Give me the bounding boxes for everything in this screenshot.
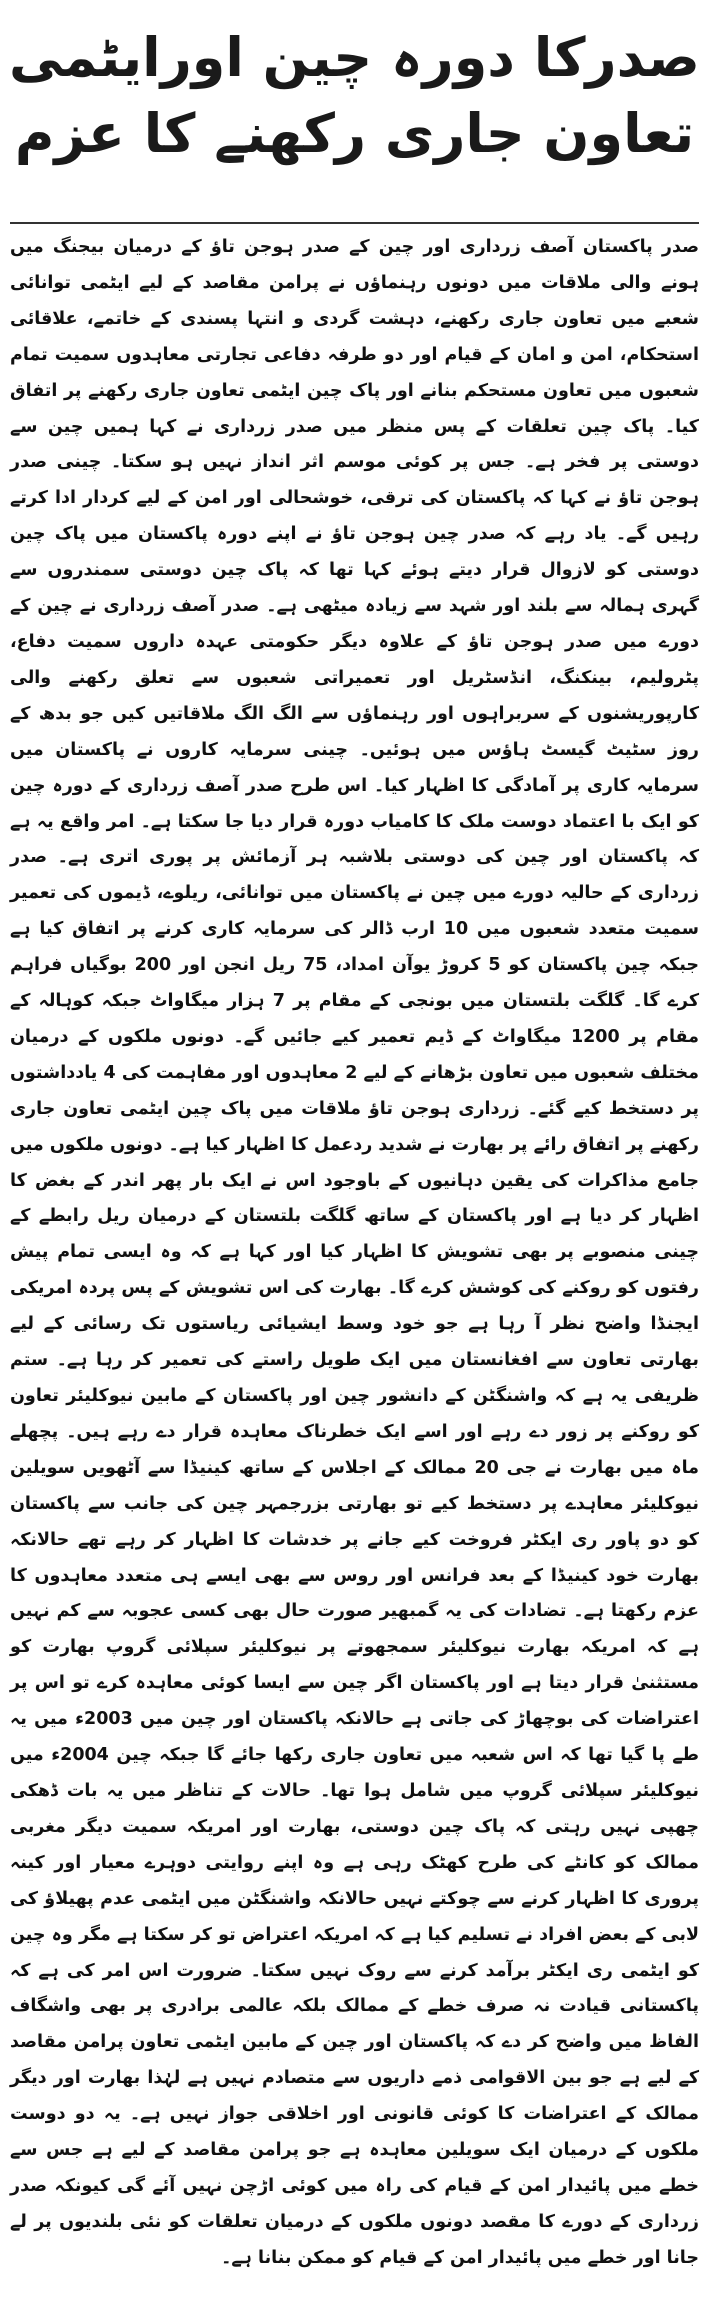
- headline-divider: [10, 222, 699, 224]
- headline-line-1: صدرکا دورہ چین اورایٹمی: [9, 26, 700, 89]
- article-body: [10, 230, 699, 2277]
- headline-line-2: تعاون جاری رکھنے کا عزم: [14, 102, 695, 165]
- article-paragraph: صدر پاکستان آصف زرداری اور چین کے صدر ہوجن تاؤ کے درمیان بیجنگ میں ہونے والی ملاقات میں دونوں رہنماؤں نے پرامن مقاصد کے لیے ایٹمی توانائی شعبے میں تعاون جاری رکھنے، دہشت گردی و انتہا پسندی کے خاتمے، علاقائی استحکام، امن و امان کے قیام اور دو طرفہ دفاعی تجارتی معاہدوں سمیت تمام شعبوں میں تعاون مستحکم بنانے اور پاک چین ایٹمی تعاون جاری رکھنے پر اتفاق کیا۔ پاک چین تعلقات کے پس منظر میں صدر زرداری نے کہا ہمیں چین سے دوستی پر فخر ہے۔ جس پر کوئی موسم اثر انداز نہیں ہو سکتا۔ چینی صدر ہوجن تاؤ نے کہا کہ پاکستان کی ترقی، خوشحالی اور امن کے لیے کردار ادا کرتے رہیں گے۔ یاد رہے کہ صدر چین ہوجن تاؤ نے اپنے دورہ پاکستان میں پاک چین دوستی کو لازوال قرار دیتے ہوئے کہا تھا کہ پاک چین دوستی سمندروں سے گہری ہمالہ سے بلند اور شہد سے زیادہ میٹھی ہے۔ صدر آصف زرداری نے چین کے دورے میں صدر ہوجن تاؤ کے علاوہ دیگر حکومتی عہدہ داروں سمیت دفاع، پٹرولیم، بینکنگ، انڈسٹریل اور تعمیراتی شعبوں سے تعلق رکھنے والی کارپوریشنوں کے سربراہوں اور رہنماؤں سے الگ الگ ملاقاتیں کیں جو بدھ کے روز سٹیٹ گیسٹ ہاؤس میں ہوئیں۔ چینی سرمایہ کاروں نے پاکستان میں سرمایہ کاری پر آمادگی کا اظہار کیا۔ اس طرح صدر آصف زرداری کے دورہ چین کو ایک با اعتماد دوست ملک کا کامیاب دورہ قرار دیا جا سکتا ہے۔ امر واقع یہ ہے کہ پاکستان اور چین کی دوستی بلاشبہ ہر آزمائش پر پوری اتری ہے۔ صدر زرداری کے حالیہ دورے میں چین نے پاکستان میں توانائی، ریلوے، ڈیموں کی تعمیر سمیت متعدد شعبوں میں 10 ارب ڈالر کی سرمایہ کاری کرنے پر اتفاق کیا ہے جبکہ چین پاکستان کو 5 کروڑ یوآن امداد، 75 ریل انجن اور 200 بوگیاں فراہم کرے گا۔ گلگت بلتستان میں بونجی کے مقام پر 7 ہزار میگاواٹ جبکہ کوہالہ کے مقام پر 1200 میگاواٹ کے ڈیم تعمیر کیے جائیں گے۔ دونوں ملکوں کے درمیان مختلف شعبوں میں تعاون بڑھانے کے لیے 2 معاہدوں اور مفاہمت کی 4 یادداشتوں پر دستخط کیے گئے۔ زرداری ہوجن تاؤ ملاقات میں پاک چین ایٹمی تعاون جاری رکھنے پر اتفاق رائے پر بھارت نے شدید ردعمل کا اظہار کیا ہے۔ دونوں ملکوں میں جامع مذاکرات کی یقین دہانیوں کے باوجود اس نے ایک بار پھر اندر کے بغض کا اظہار کر دیا ہے اور پاکستان کے ساتھ گلگت بلتستان کے درمیان ریل رابطے کے چینی منصوبے پر بھی تشویش کا اظہار کیا اور کہا ہے کہ وہ ایسی تمام پیش رفتوں کو روکنے کی کوشش کرے گا۔ بھارت کی اس تشویش کے پس پردہ امریکی ایجنڈا واضح نظر آ رہا ہے جو خود وسط ایشیائی ریاستوں تک رسائی کے لیے بھارتی تعاون سے افغانستان میں ایک طویل راستے کی تعمیر کر رہا ہے۔ ستم ظریفی یہ ہے کہ واشنگٹن کے دانشور چین اور پاکستان کے مابین نیوکلیئر تعاون کو روکنے پر زور دے رہے اور اسے ایک خطرناک معاہدہ قرار دے رہے ہیں۔ پچھلے ماہ میں بھارت نے جی 20 ممالک کے اجلاس کے ساتھ کینیڈا سے آٹھویں سویلین نیوکلیئر معاہدے پر دستخط کیے تو بھارتی بزرجمہر چین کی جانب سے پاکستان کو دو پاور ری ایکٹر فروخت کیے جانے پر خدشات کا اظہار کر رہے تھے حالانکہ بھارت خود کینیڈا کے بعد فرانس اور روس سے بھی ایسے ہی متعدد معاہدوں کا عزم رکھتا ہے۔ تضادات کی یہ گمبھیر صورت حال بھی کسی عجوبہ سے کم نہیں ہے کہ امریکہ بھارت نیوکلیئر سمجھوتے پر نیوکلیئر سپلائی گروپ بھارت کو مستثنیٰ قرار دیتا ہے اور پاکستان اگر چین سے ایسا کوئی معاہدہ کرے تو اس پر اعتراضات کی بوچھاڑ کی جاتی ہے حالانکہ پاکستان اور چین میں 2003ء میں یہ طے پا گیا تھا کہ اس شعبہ میں تعاون جاری رکھا جائے گا جبکہ چین 2004ء میں نیوکلیئر سپلائی گروپ میں شامل ہوا تھا۔ حالات کے تناظر میں یہ بات ڈھکی چھپی نہیں رہتی کہ پاک چین دوستی، بھارت اور امریکہ سمیت دیگر مغربی ممالک کو کانٹے کی طرح کھٹک رہی ہے وہ اپنے روایتی دوہرے معیار اور کینہ پروری کا اظہار کرنے سے چوکتے نہیں حالانکہ واشنگٹن میں ایٹمی عدم پھیلاؤ کی لابی کے بعض افراد نے تسلیم کیا ہے کہ امریکہ اعتراض تو کر سکتا ہے مگر وہ چین کو ایٹمی ری ایکٹر برآمد کرنے سے روک نہیں سکتا۔ ضرورت اس امر کی ہے کہ پاکستانی قیادت نہ صرف خطے کے ممالک بلکہ عالمی برادری پر بھی واشگاف الفاظ میں واضح کر دے کہ پاکستان اور چین کے مابین ایٹمی تعاون پرامن مقاصد کے لیے ہے جو بین الاقوامی ذمے داریوں سے متصادم نہیں ہے لہٰذا بھارت اور دیگر ممالک کے اعتراضات کا کوئی قانونی اور اخلاقی جواز نہیں ہے۔ یہ دو دوست ملکوں کے درمیان ایک سویلین معاہدہ ہے جو پرامن مقاصد کے لیے ہے جس سے خطے میں پائیدار امن کے قیام کی راہ میں کوئی اڑچن نہیں آئے گی کیونکہ صدر زرداری کے دورے کا مقصد دونوں ملکوں کے درمیان تعلقات کو نئی بلندیوں پر لے جانا اور خطے میں پائیدار امن کے قیام کو ممکن بنانا ہے۔: [10, 237, 700, 2268]
